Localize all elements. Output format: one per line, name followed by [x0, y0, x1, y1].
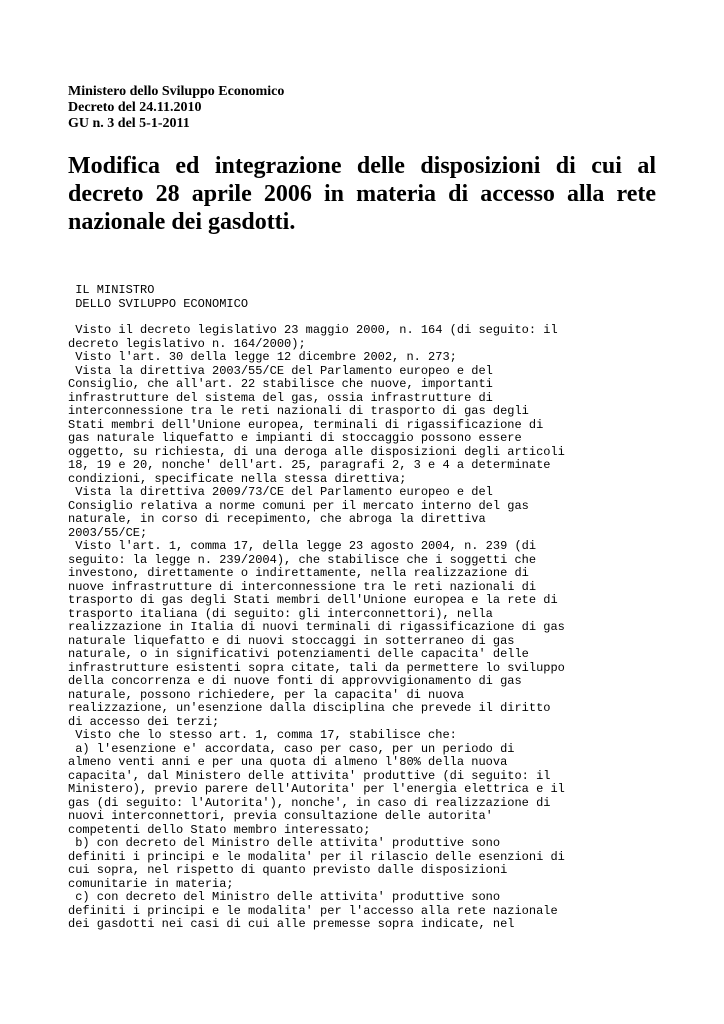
body-text-line: naturale, possono richiedere, per la capacita' di nuova — [68, 687, 465, 702]
body-text-line: 2003/55/CE; — [68, 525, 148, 540]
body-text-line: Visto che lo stesso art. 1, comma 17, stabilisce che: — [68, 728, 457, 742]
document-header — [68, 84, 668, 132]
body-text-line: naturale, in corso di recepimento, che abroga la direttiva — [68, 512, 486, 526]
body-text-line: infrastrutture esistenti sopra citate, tali da permettere lo sviluppo — [68, 660, 565, 675]
body-text-line: dei gasdotti nei casi di cui alle premesse sopra indicate, nel — [68, 917, 515, 931]
header-line: GU n. 3 del 5-1-2011 — [68, 116, 190, 131]
body-text-line: Consiglio relativa a norme comuni per il mercato interno del gas — [68, 498, 529, 513]
body-text-line: Vista la direttiva 2009/73/CE del Parlamento europeo e del — [68, 485, 493, 499]
heading-line: DELLO SVILUPPO ECONOMICO — [68, 296, 249, 311]
document-title: Modifica ed integrazione delle disposizioni di cui al decreto 28 aprile 2006 in materia di accesso alla rete nazionale dei gasdotti. — [68, 153, 656, 235]
body-text-line: decreto legislativo n. 164/2000); — [68, 336, 306, 351]
body-text-line: nuove infrastrutture di interconnessione tra le reti nazionali di — [68, 579, 537, 594]
body-text-line: definiti i principi e le modalita' per il rilascio delle esenzioni di — [68, 849, 565, 864]
heading-line: IL MINISTRO — [68, 283, 155, 297]
body-text-line: seguito: la legge n. 239/2004), che stabilisce che i soggetti che — [68, 552, 537, 567]
header-line: Decreto del 24.11.2010 — [68, 100, 202, 115]
body-text-line: infrastrutture del sistema del gas, ossia infrastrutture di — [68, 390, 493, 405]
body-text-line: nuovi interconnettori, previa consultazione delle autorita' — [68, 809, 493, 823]
body-text-line: comunitarie in materia; — [68, 876, 234, 891]
body-text-line: della concorrenza e di nuove fonti di approvvigionamento di gas — [68, 674, 522, 688]
body-text-line: trasporto italiana (di seguito: gli interconnettori), nella — [68, 606, 493, 621]
body-text-line: realizzazione, un'esenzione dalla disciplina che prevede il diritto — [68, 701, 551, 715]
body-text-line: c) con decreto del Ministro delle attivita' produttive sono — [68, 890, 501, 904]
body-text-line: cui sopra, nel rispetto di quanto previsto dalle disposizioni — [68, 863, 508, 877]
body-text-line: definiti i principi e le modalita' per l'accesso alla rete nazionale — [68, 903, 558, 918]
body-text-line: competenti dello Stato membro interessato; — [68, 822, 371, 837]
body-text-line: gas (di seguito: l'Autorita'), nonche', in caso di realizzazione di — [68, 795, 551, 810]
body-text-line: realizzazione in Italia di nuovi terminali di rigassificazione di gas — [68, 620, 565, 634]
body-text-line: Visto l'art. 1, comma 17, della legge 23 agosto 2004, n. 239 (di — [68, 539, 537, 553]
body-text-line: naturale, o in significativi potenziamenti delle capacita' delle — [68, 647, 529, 661]
body-text-line: Consiglio, che all'art. 22 stabilisce che nuove, importanti — [68, 377, 493, 391]
body-text-line: investono, direttamente o indirettamente, nella realizzazione di — [68, 566, 529, 580]
body-text-line: a) l'esenzione e' accordata, caso per caso, per un periodo di — [68, 741, 515, 756]
body-text-line: Visto il decreto legislativo 23 maggio 2000, n. 164 (di seguito: il — [68, 323, 558, 337]
decree-body — [68, 324, 668, 932]
body-text-line: Ministero), previo parere dell'Autorita' per l'energia elettrica e il — [68, 782, 565, 796]
body-text-line: almeno venti anni e per una quota di almeno l'80% della nuova — [68, 755, 508, 769]
body-text-line: di accesso dei terzi; — [68, 714, 220, 729]
body-text-line: b) con decreto del Ministro delle attivita' produttive sono — [68, 836, 501, 850]
body-text-line: 18, 19 e 20, nonche' dell'art. 25, paragrafi 2, 3 e 4 a determinate — [68, 458, 551, 472]
body-text-line: Vista la direttiva 2003/55/CE del Parlamento europeo e del — [68, 363, 493, 378]
body-text-line: gas naturale liquefatto e impianti di stoccaggio possono essere — [68, 431, 522, 445]
document-page — [68, 84, 668, 932]
body-text-line: interconnessione tra le reti nazionali di trasporto di gas degli — [68, 404, 529, 418]
body-text-line: naturale liquefatto e di nuovi stoccaggi in sotterraneo di gas — [68, 633, 515, 648]
body-text-line: condizioni, specificate nella stessa direttiva; — [68, 471, 407, 486]
body-text-line: trasporto di gas degli Stati membri dell'Unione europea e la rete di — [68, 593, 558, 607]
authority-heading — [68, 284, 668, 311]
body-text-line: oggetto, su richiesta, di una deroga alle disposizioni degli articoli — [68, 444, 565, 459]
header-line: Ministero dello Sviluppo Economico — [68, 84, 285, 99]
body-text-line: Visto l'art. 30 della legge 12 dicembre 2002, n. 273; — [68, 350, 457, 364]
body-text-line: capacita', dal Ministero delle attivita' produttive (di seguito: il — [68, 768, 551, 783]
body-text-line: Stati membri dell'Unione europea, terminali di rigassificazione di — [68, 417, 544, 432]
